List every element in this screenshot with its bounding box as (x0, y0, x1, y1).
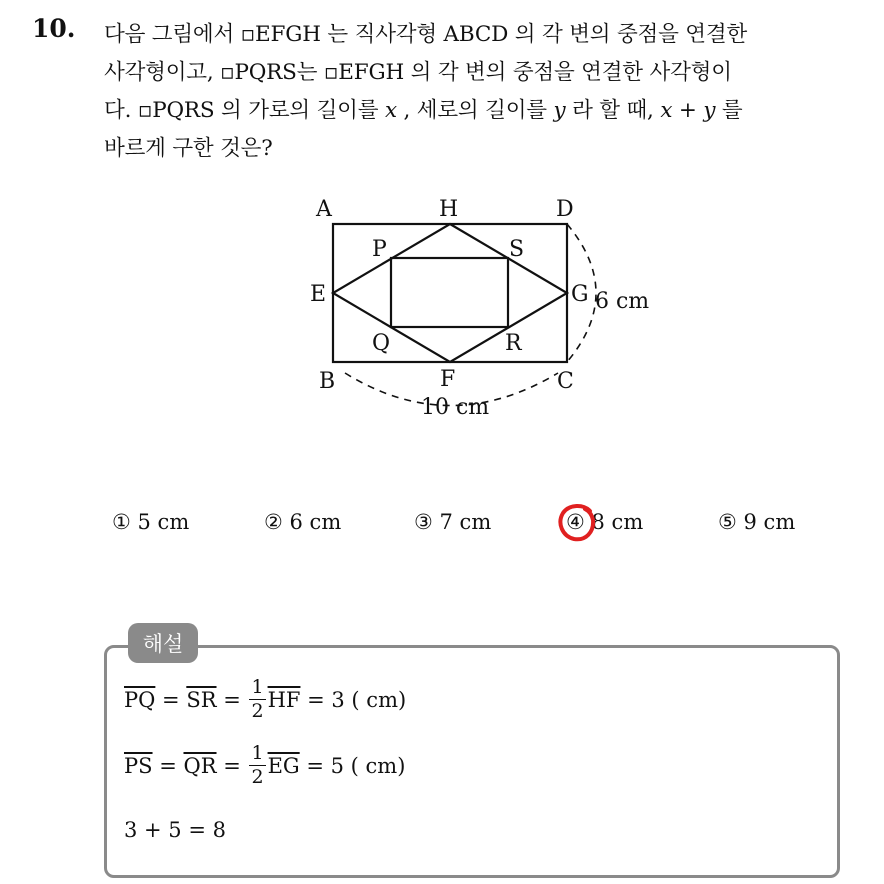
fraction-numerator: 1 (251, 676, 264, 698)
label-s: S (509, 237, 525, 262)
question-line-3 (104, 93, 743, 124)
choice-1-marker: ① (112, 510, 131, 534)
label-f: F (440, 367, 456, 392)
equals-4: = (216, 753, 248, 778)
height-label: 6 cm (595, 289, 650, 314)
choice-4-marker: ④ (566, 510, 585, 534)
fraction-numerator-2: 1 (251, 742, 264, 764)
solution-tag: 해설 (128, 623, 198, 663)
segment-ps: $\overline{PS}$ (124, 753, 153, 778)
choice-4-text: 8 cm (591, 510, 644, 534)
sum-expression: x + y (660, 98, 716, 123)
choice-3-text: 7 cm (439, 510, 492, 534)
choice-3-marker: ③ (414, 510, 433, 534)
question-line-3-d: 를 (715, 98, 743, 123)
label-e: E (310, 282, 327, 307)
choice-2[interactable] (264, 510, 341, 534)
result-2: = 5 ( cm) (299, 753, 406, 778)
question-number: 10. (32, 14, 76, 43)
segment-eg: $\overline{EG}$ (267, 753, 300, 778)
question-line-3-c: 라 할 때, (565, 98, 661, 123)
geometry-figure (300, 188, 670, 428)
equals-1: = (155, 687, 187, 712)
width-label: 10 cm (421, 395, 490, 420)
rhombus-efgh (333, 224, 567, 362)
rectangle-pqrs (391, 258, 508, 327)
choice-5[interactable] (718, 510, 795, 534)
question-line-4: 바르게 구한 것은? (104, 136, 273, 161)
segment-sr: $\overline{SR}$ (186, 687, 217, 712)
choice-5-text: 9 cm (743, 510, 796, 534)
label-p: P (372, 237, 387, 262)
label-g: G (571, 282, 589, 307)
segment-hf: $\overline{HF}$ (267, 687, 301, 712)
label-a: A (316, 197, 332, 222)
solution-line-2 (124, 744, 405, 787)
label-q: Q (372, 331, 391, 356)
result-1: = 3 ( cm) (300, 687, 407, 712)
label-r: R (505, 331, 522, 356)
equals-2: = (216, 687, 248, 712)
rectangle-abcd (333, 224, 567, 362)
fraction-half-2 (249, 744, 265, 787)
equals-3: = (152, 753, 184, 778)
choice-1-text: 5 cm (137, 510, 190, 534)
variable-y: y (553, 98, 566, 123)
fraction-half (249, 678, 265, 721)
fraction-denominator: 2 (251, 700, 264, 722)
choice-2-marker: ② (264, 510, 283, 534)
choice-2-text: 6 cm (289, 510, 342, 534)
question-line-3-b: , 세로의 길이를 (396, 98, 554, 123)
solution-line-1 (124, 678, 406, 721)
label-c: C (557, 369, 574, 394)
label-h: H (439, 197, 459, 222)
label-d: D (556, 197, 574, 222)
segment-qr: $\overline{QR}$ (183, 753, 217, 778)
question-line-3-a: 다. ▫PQRS 의 가로의 길이를 (104, 98, 385, 123)
choice-5-marker: ⑤ (718, 510, 737, 534)
question-line-1: 다음 그림에서 ▫EFGH 는 직사각형 ABCD 의 각 변의 중점을 연결한 (104, 22, 748, 47)
question-line-2: 사각형이고, ▫PQRS는 ▫EFGH 의 각 변의 중점을 연결한 사각형이 (104, 60, 732, 85)
choice-3[interactable] (414, 510, 491, 534)
choice-1[interactable] (112, 510, 189, 534)
label-b: B (319, 369, 336, 394)
solution-line-3: 3 + 5 = 8 (124, 818, 226, 842)
answer-mark-circle (557, 502, 597, 542)
fraction-denominator-2: 2 (251, 766, 264, 788)
variable-x: x (384, 98, 397, 123)
segment-pq: $\overline{PQ}$ (124, 687, 156, 712)
